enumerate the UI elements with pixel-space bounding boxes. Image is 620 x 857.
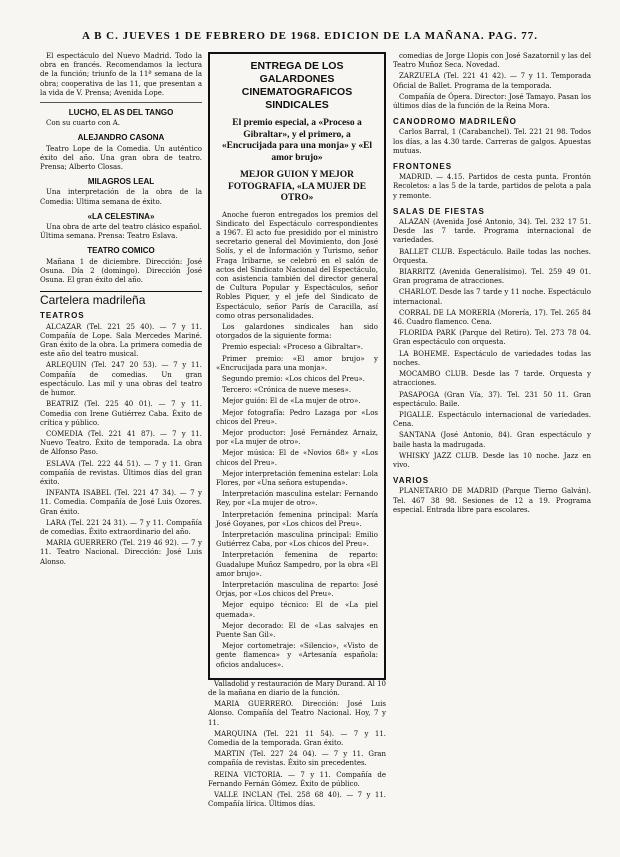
- ad-title: ALEJANDRO CASONA: [77, 133, 165, 143]
- news-title: ENTREGA DE LOS GALARDONES CINEMATOGRAFICOS SINDICALES: [241, 60, 353, 111]
- listing: VALLE INCLAN (Tel. 258 68 40). — 7 y 11. Compañía lírica. Últimos días.: [208, 791, 386, 809]
- news-paragraph: Mejor música: El de «Novios 68» y «Los chicos del Preu».: [216, 449, 378, 467]
- listing: MADRID. — 4.15. Partidos de cesta punta. Frontón Recoletos: a las 5 de la tarde, partidos de pelota a pala y remonte.: [393, 173, 591, 200]
- news-paragraph: Mejor fotografía: Pedro Lazaga por «Los chicos del Preu».: [216, 408, 378, 426]
- news-paragraph: Mejor cortometraje: «Silencio», «Visto de gente flamenca» y «Artesanía española: oficios andaluces».: [216, 642, 378, 669]
- listing: LA BOHEME. Espectáculo de variedades todas las noches.: [393, 349, 591, 367]
- ad-block: [40, 246, 202, 285]
- ad-title: MILAGROS LEAL: [87, 177, 155, 187]
- listing: COMEDIA (Tel. 221 41 87). — 7 y 11. Nuevo Teatro. Éxito de temporada. La obra de Alfonso Paso.: [40, 429, 202, 457]
- listing: ZARZUELA (Tel. 221 41 42). — 7 y 11. Temporada Oficial de Ballet. Programa de la temporada.: [393, 72, 591, 90]
- subsection-title: FRONTONES: [393, 162, 453, 172]
- listing: MARQUINA (Tel. 221 11 54). — 7 y 11. Comedia de la temporada. Gran éxito.: [208, 729, 386, 748]
- subsection-title: VARIOS: [393, 476, 430, 486]
- listing: SANTANA (José Antonio, 84). Gran espectáculo y baile hasta la madrugada.: [393, 431, 591, 449]
- news-paragraph: Mejor equipo técnico: El de «La piel quemada».: [216, 601, 378, 619]
- news-paragraph: Mejor interpretación femenina estelar: Lola Flores, por «Una señora estupenda».: [216, 469, 378, 487]
- listing: REINA VICTORIA. — 7 y 11. Compañía de Fernando Fernán Gómez. Éxito de público.: [208, 770, 386, 788]
- listing: MOCAMBO CLUB. Desde las 7 tarde. Orquesta y atracciones.: [393, 370, 591, 388]
- news-paragraph: Segundo premio: «Los chicos del Preu».: [222, 374, 365, 383]
- news-paragraph: Interpretación masculina de reparto: José Orjas, por «Los chicos del Preu».: [216, 581, 378, 599]
- listing: MARTIN (Tel. 227 24 04). — 7 y 11. Gran compañía de revistas. Éxito sin precedentes.: [208, 750, 386, 768]
- listing: ESLAVA (Tel. 222 44 51). — 7 y 11. Gran compañía de revistas. Últimos días del gran éxito.: [40, 459, 202, 486]
- ad-block: [40, 177, 202, 207]
- listing: INFANTA ISABEL (Tel. 221 47 34). — 7 y 11. Comedia. Compañía de José Luis Ozores. Gran éxito.: [40, 489, 202, 516]
- listing: CHARLOT. Desde las 7 tarde y 11 noche. Espectáculo internacional.: [393, 288, 591, 306]
- listing: WHISKY JAZZ CLUB. Desde las 10 noche. Jazz en vivo.: [393, 451, 591, 469]
- listing: ALAZAN (Avenida José Antonio, 34). Tel. 232 17 51. Desde las 7 tarde. Programa internacional de variedades.: [393, 218, 591, 245]
- listing: ALCAZAR (Tel. 221 25 40). — 7 y 11. Compañía de Lope. Sala Mercedes Mariné. Gran éxito de la obra. La primera comedia de este año del teatro musical.: [40, 322, 202, 359]
- news-paragraph: Interpretación femenina de reparto: Guadalupe Muñoz Sampedro, por la obra «El amor brujo».: [216, 551, 378, 578]
- listing: PIGALLE. Espectáculo internacional de variedades. Cena.: [393, 410, 591, 429]
- news-paragraph: Interpretación masculina principal: Emilio Gutiérrez Caba, por «Los chicos del Preu».: [216, 531, 378, 549]
- listing: FLORIDA PARK (Parque del Retiro). Tel. 273 78 04. Gran espectáculo con orquesta.: [393, 329, 591, 347]
- ad-title: TEATRO COMICO: [87, 246, 155, 256]
- listing: Compañía de Ópera. Director: José Tamayo. Pasan los últimos días de la función de la Reina Mora.: [393, 92, 591, 111]
- listing: Carlos Barral, 1 (Carabanchel). Tel. 221 21 98. Todos los días, a las 4.30 tarde. Carreras de galgos. Apuestas mutuas.: [393, 128, 591, 155]
- subsection-title: SALAS DE FIESTAS: [393, 206, 485, 216]
- subsection-title: TEATROS: [40, 311, 85, 321]
- ad-block: [40, 108, 202, 128]
- listing: CORRAL DE LA MORERIA (Morería, 17). Tel. 265 84 46. Cuadro flamenco. Cena.: [393, 308, 591, 327]
- ad-text: Teatro Lope de la Comedia. Un auténtico éxito del año. Una gran obra de teatro. Prensa; Alberto Closas.: [40, 144, 202, 172]
- section-title: Cartelera madrileña: [40, 291, 202, 305]
- news-paragraph: Interpretación femenina principal: María José Goyanes, por «Los chicos del Preu».: [216, 510, 378, 528]
- column-left: [40, 52, 202, 842]
- news-paragraph: Mejor guión: El de «La mujer de otro».: [222, 397, 361, 406]
- listing: MARIA GUERRERO. Dirección: José Luis Alonso. Compañía del Teatro Nacional. Hoy, 7 y 11.: [208, 700, 386, 727]
- intro-text: El espectáculo del Nuevo Madrid. Todo la obra en francés. Recomendamos la lectura de la función; triunfo de la 11ª semana de la obra; cooperativa de las 11, que presentan a la vida de V. Prensa; Avenida Lope.: [40, 52, 202, 97]
- news-paragraph: Premio especial: «Proceso a Gibraltar».: [222, 343, 363, 352]
- listing: BEATRIZ (Tel. 225 40 01). — 7 y 11. Comedia con Irene Gutiérrez Caba. Éxito de crítica y público.: [40, 400, 202, 427]
- page-header: A B C. JUEVES 1 DE FEBRERO DE 1968. EDICION DE LA MAÑANA. PAG. 77.: [81, 30, 539, 42]
- listing: LARA (Tel. 221 24 31). — 7 y 11. Compañía de comedias. Éxito extraordinario del año.: [40, 518, 202, 536]
- listing: PASAPOGA (Gran Vía, 37). Tel. 231 50 11. Gran espectáculo. Baile.: [393, 390, 591, 408]
- listing: Valladolid y restauración de Mary Durand. Al 10 de la mañana en diario de la función.: [208, 679, 386, 698]
- news-paragraph: Tercero: «Crónica de nueve meses».: [222, 386, 352, 395]
- column-right: [393, 52, 591, 842]
- news-paragraph: Mejor decorado: El de «Las salvajes en Puente San Gil».: [216, 621, 378, 640]
- subsection-title: CANODROMO MADRILEÑO: [393, 117, 517, 127]
- listing: BALLET CLUB. Espectáculo. Baile todas las noches. Orquesta.: [393, 247, 591, 265]
- ad-text: Con su cuarto con A.: [46, 119, 120, 128]
- listing: PLANETARIO DE MADRID (Parque Tierno Galván). Tel. 467 38 98. Sesiones de 12 a 19. Programa especial. Entrada libre para escolares.: [393, 487, 591, 514]
- column-center: [208, 52, 386, 842]
- listing: comedias de Jorge Llopis con José Sazatornil y las del Teatro Muñoz Seca. Novedad.: [393, 52, 591, 70]
- ad-block: [40, 212, 202, 242]
- divider: [40, 102, 202, 103]
- news-paragraph: Primer premio: «El amor brujo» y «Encrucijada para una monja».: [216, 354, 378, 372]
- news-paragraph: Interpretación masculina estelar: Fernando Rey, por «La mujer de otro».: [216, 490, 378, 508]
- listing: ARLEQUIN (Tel. 247 20 53). — 7 y 11. Compañía de comedias. Un gran espectáculo. Las mil y una obras del teatro de humor.: [40, 361, 202, 398]
- ad-text: Una obra de arte del teatro clásico español. Última semana. Prensa: Teatro Eslava.: [40, 223, 202, 241]
- ad-text: Una interpretación de la obra de la Comedia: Ultima semana de éxito.: [40, 188, 202, 206]
- ad-block: [40, 133, 202, 172]
- news-paragraph: Mejor productor: José Fernández Arnaiz, por «La mujer de otro».: [216, 428, 378, 447]
- news-box: [208, 52, 386, 680]
- news-lead: El premio especial, a «Proceso a Gibraltar», y el primero, a «Encrucijada para una monja» y «El amor brujo»: [221, 118, 373, 163]
- ad-title: LUCHO, EL AS DEL TANGO: [68, 108, 174, 118]
- news-paragraph: Anoche fueron entregados los premios del Sindicato del Espectáculo correspondientes a 1967. El acto fue presidido por el ministro secretario general del Movimiento, don José Solís, y el de Información y Turismo, señor Fraga Iribarne, se celebró en el salón de actos del Sindicato Nacional del Espectáculo, con asistencia también del director general de Cultura Popular y Espectáculos, señor Robles Piquer, y el jefe del Sindicato de Espectáculo, señor París de Caracilla, así como otras personalidades.: [216, 210, 378, 320]
- ad-title: «LA CELESTINA»: [87, 211, 155, 221]
- news-paragraph: Los galardones sindicales han sido otorgados de la siguiente forma:: [216, 322, 378, 341]
- news-lead: MEJOR GUION Y MEJOR FOTOGRAFIA, «LA MUJER DE OTRO»: [227, 170, 367, 203]
- listing: MARIA GUERRERO (Tel. 219 46 92). — 7 y 11. Teatro Nacional. Dirección: José Luis Alonso.: [40, 539, 202, 566]
- ad-text: Mañana 1 de diciembre. Dirección: José Osuna. Día 2 (domingo). Dirección José Osuna. El gran éxito del año.: [40, 257, 202, 285]
- listing: BIARRITZ (Avenida Generalísimo). Tel. 259 49 01. Gran programa de atracciones.: [393, 268, 591, 286]
